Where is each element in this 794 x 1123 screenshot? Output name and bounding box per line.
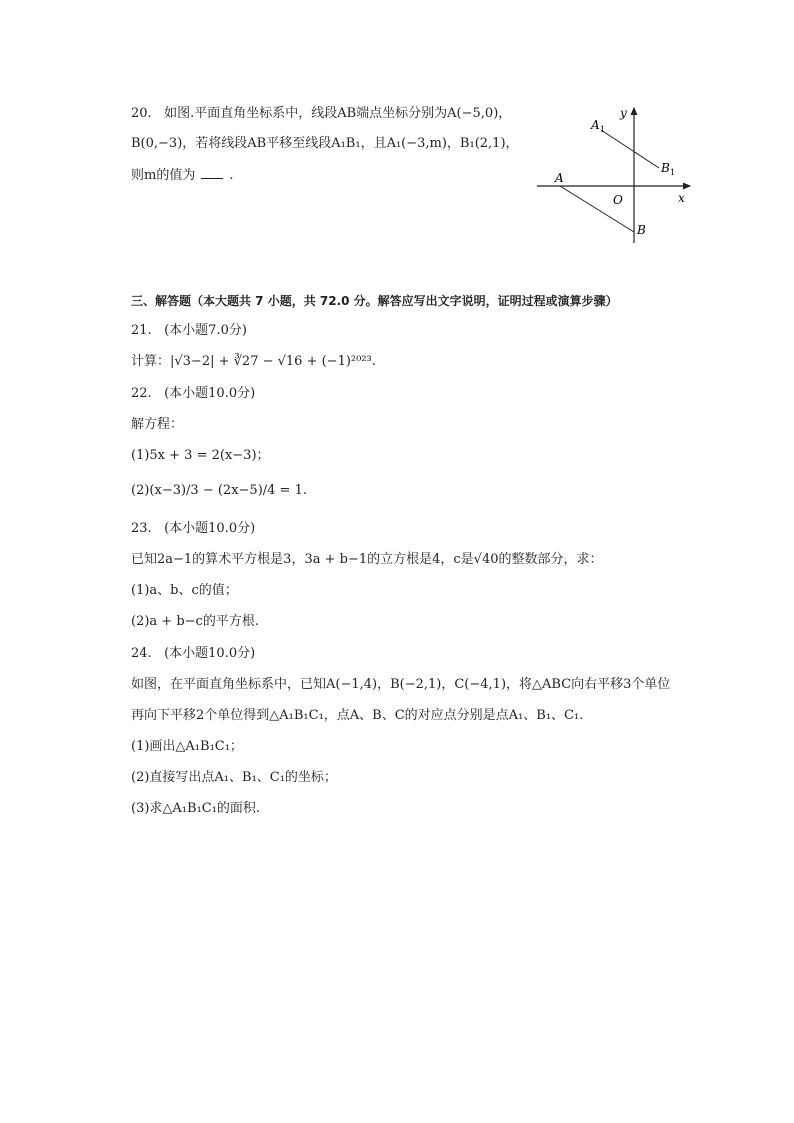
segment-ab: [560, 186, 634, 232]
q20-line3-prefix: 则m的值为: [131, 168, 196, 183]
q22-points: (本小题10.0分): [164, 386, 256, 401]
q21-header: [131, 322, 247, 340]
point-a-label: A: [555, 171, 564, 185]
q20-line2-text: B(0,−3)，若将线段AB平移至线段A₁B₁，且A₁(−3,m)，B₁(2,1)，: [131, 136, 519, 151]
y-axis-label: y: [620, 106, 627, 120]
q20-line1-text: 如图.平面直角坐标系中，线段AB端点坐标分别为A(−5,0)，: [164, 106, 512, 121]
q24-line1: 如图，在平面直角坐标系中，已知A(−1,4)，B(−2,1)，C(−4,1)，将△ABC向右平移3个单位: [131, 677, 671, 692]
point-a1-label: A: [591, 118, 600, 132]
q23-number: 23.: [131, 521, 152, 536]
point-b1-label: B: [661, 161, 670, 175]
q21-line: 计算：|√3−2| + ∛27 − √16 + (−1)²⁰²³.: [131, 354, 376, 369]
q20-line1: [131, 105, 511, 123]
point-a1-subscript: 1: [600, 125, 606, 134]
section-heading: 三、解答题（本大题共 7 小题，共 72.0 分。解答应写出文字说明，证明过程或演算步骤）: [131, 294, 618, 308]
q24-points: (本小题10.0分): [164, 646, 256, 661]
q22-part2: (2)(x−3)/3 − (2x−5)/4 = 1.: [131, 483, 307, 498]
segment-a1b1: [601, 130, 659, 168]
q22-part1: (1)5x + 3 = 2(x−3)；: [131, 448, 270, 463]
q24-part3: (3)求△A₁B₁C₁的面积.: [131, 801, 261, 816]
q20-line2: [131, 135, 519, 153]
q20-line3-suffix: .: [229, 168, 234, 183]
q24-header: [131, 645, 255, 663]
q23-line: 已知2a−1的算术平方根是3，3a + b−1的立方根是4，c是√40的整数部分，求：: [131, 552, 603, 567]
q23-header: [131, 520, 255, 538]
q24-part2: (2)直接写出点A₁、B₁、C₁的坐标；: [131, 770, 337, 785]
q20-line3: [131, 166, 233, 185]
q20-number: 20.: [131, 106, 152, 121]
answer-blank[interactable]: [201, 166, 223, 179]
q21-number: 21.: [131, 323, 152, 338]
origin-label: O: [613, 193, 623, 207]
q22-intro: 解方程：: [131, 417, 184, 432]
q23-part2: (2)a + b−c的平方根.: [131, 614, 259, 629]
q23-part1: (1)a、b、c的值；: [131, 583, 238, 598]
q22-header: [131, 385, 255, 403]
coordinate-figure: [535, 100, 695, 245]
q24-part1: (1)画出△A₁B₁C₁；: [131, 739, 243, 754]
q21-points: (本小题7.0分): [164, 323, 247, 338]
q22-number: 22.: [131, 386, 152, 401]
x-axis-label: x: [678, 191, 685, 205]
q24-line2: 再向下平移2个单位得到△A₁B₁C₁，点A、B、C的对应点分别是点A₁、B₁、C₁.: [131, 708, 584, 723]
point-b-label: B: [637, 223, 646, 237]
q23-points: (本小题10.0分): [164, 521, 256, 536]
q24-number: 24.: [131, 646, 152, 661]
point-b1-subscript: 1: [670, 168, 676, 177]
